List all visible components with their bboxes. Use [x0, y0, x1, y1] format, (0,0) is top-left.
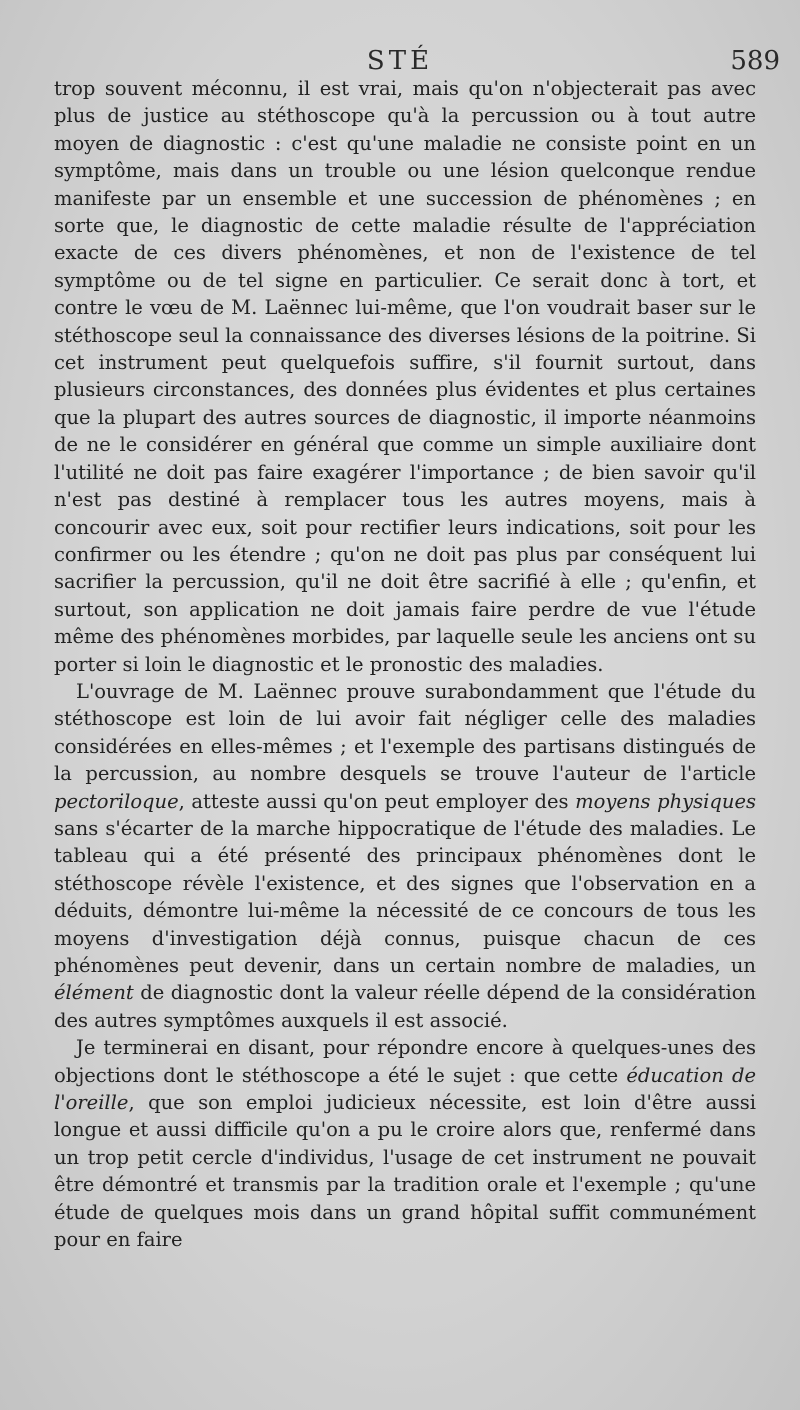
italic-term-education-oreille: éducation de l'oreille	[54, 1063, 756, 1115]
italic-term-element: élément	[54, 981, 134, 1005]
italic-term-pectoriloque: pectoriloque	[54, 789, 179, 813]
italic-term-moyens-physiques: moyens physiques	[575, 789, 756, 813]
paragraph-2	[54, 678, 756, 1034]
text-segment: de diagnostic dont la valeur réelle dépend de la considération des autres symptômes auxquels il est associé.	[54, 981, 756, 1032]
text-segment: trop souvent méconnu, il est vrai, mais qu'on n'objecterait pas avec plus de justice au stéthoscope qu'à la percussion ou à tout autre moyen de diagnostic : c'est qu'une maladie ne consiste point en un symptôme, mais dans un trouble ou une lésion quelconque rendue manifeste par un ensemble et une succession de phénomènes ; en sorte que, le diagnostic de cette maladie résulte de l'appréciation exacte de ces divers phénomènes, et non de l'existence de tel symptôme ou de tel signe en particulier. Ce serait donc à tort, et contre le vœu de M. Laënnec lui-même, que l'on voudrait baser sur le stéthoscope seul la connaissance des diverses lésions de la poitrine. Si cet instrument peut quelquefois suffire, s'il fournit surtout, dans plusieurs circonstances, des données plus évidentes et plus certaines que la plupart des autres sources de diagnostic, il importe néanmoins de ne le considérer en général que comme un simple auxiliaire dont l'utilité ne doit pas faire exagérer l'importance ; de bien savoir qu'il n'est pas destiné à remplacer tous les autres moyens, mais à concourir avec eux, soit pour rectifier leurs indications, soit pour les confirmer ou les étendre ; qu'on ne doit pas plus par conséquent lui sacrifier la percussion, qu'il ne doit être sacrifié à elle ; qu'enfin, et surtout, son application ne doit jamais faire perdre de vue l'étude même des phénomènes morbides, par laquelle seule les anciens ont su porter si loin le diagnostic et le pronostic des maladies.	[54, 77, 756, 676]
running-head: STÉ	[366, 46, 434, 76]
paragraph-1	[54, 75, 756, 678]
paragraph-3	[54, 1034, 756, 1253]
page-number: 589	[730, 46, 780, 76]
page-header	[0, 40, 800, 80]
text-segment: , que son emploi judicieux nécessite, est loin d'être aussi longue et aussi difficile qu'on a pu le croire alors que, renfermé dans un trop petit cercle d'individus, l'usage de cet instrument ne pouvait être démontré et transmis par la tradition orale et l'exemple ; qu'une étude de quelques mois dans un grand hôpital suffit communément pour en faire	[54, 1091, 756, 1252]
body-text	[54, 75, 756, 1253]
text-segment: , atteste aussi qu'on peut employer des	[178, 789, 576, 813]
text-segment: L'ouvrage de M. Laënnec prouve surabondamment que l'étude du stéthoscope est loin de lui avoir fait négliger celle des maladies considérées en elles-mêmes ; et l'exemple des partisans distingués de la percussion, au nombre desquels se trouve l'auteur de l'article	[54, 679, 756, 786]
text-segment: sans s'écarter de la marche hippocratique de l'étude des maladies. Le tableau qui a été présenté des principaux phénomènes dont le stéthoscope révèle l'existence, et des signes que l'observation en a déduits, démontre lui-même la nécessité de ce concours de tous les moyens d'investigation déjà connus, puisque chacun de ces phénomènes peut devenir, dans un certain nombre de maladies, un	[54, 816, 756, 977]
text-segment: Je terminerai en disant, pour répondre encore à quelques-unes des objections dont le stéthoscope a été le sujet : que cette	[54, 1036, 756, 1087]
